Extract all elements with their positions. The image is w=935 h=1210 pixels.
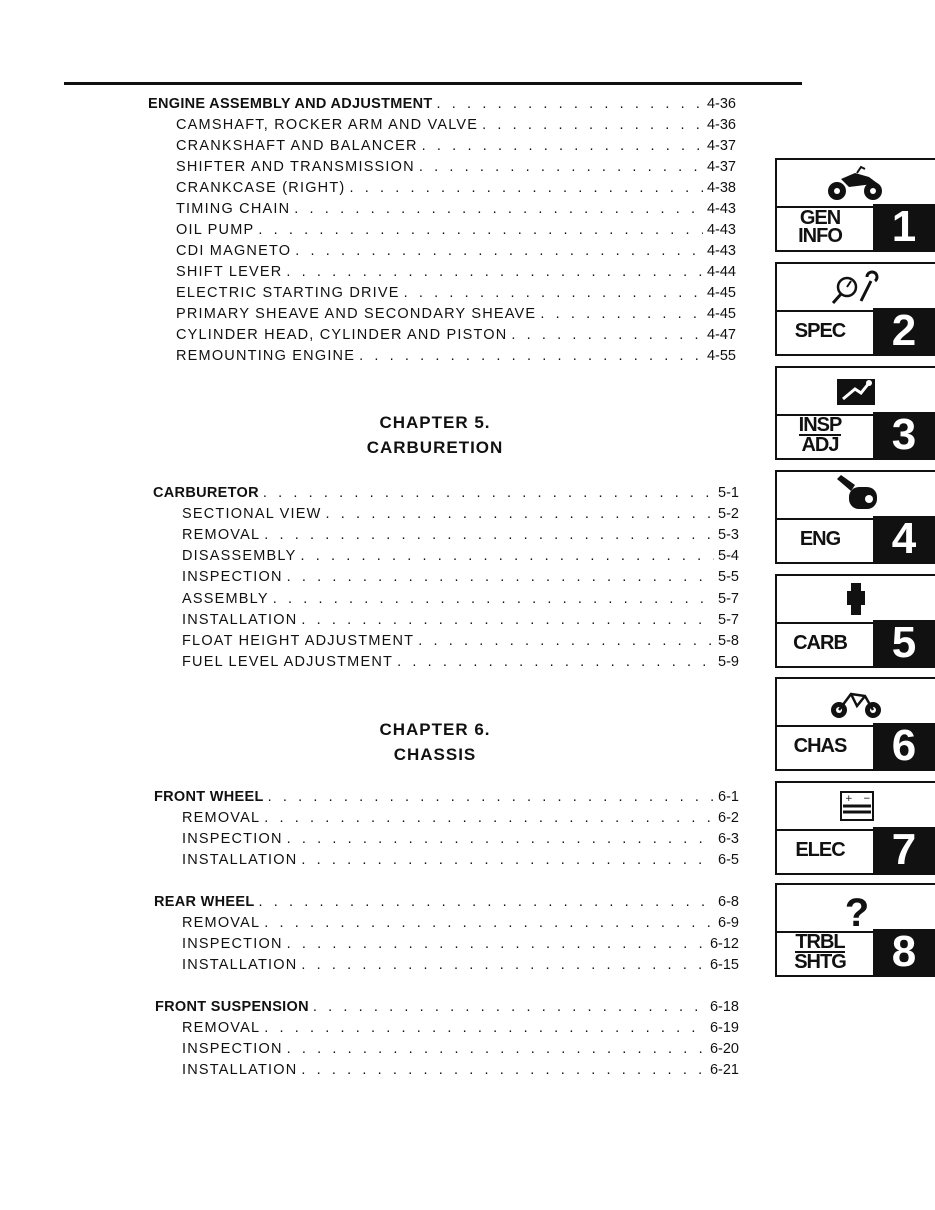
leader-dots <box>418 631 714 651</box>
leader-dots <box>264 1018 706 1038</box>
toc-heading-label: CARBURETOR <box>153 485 259 501</box>
leader-dots <box>294 199 703 219</box>
toc-item-label: SHIFTER AND TRANSMISSION <box>176 159 415 175</box>
toc-page: 5-2 <box>718 506 739 522</box>
engine-icon <box>777 472 935 520</box>
tab-number: 7 <box>873 827 935 873</box>
chapter-tab-chas[interactable] <box>775 677 935 771</box>
leader-dots <box>359 346 703 366</box>
tab-abbr: TRBL SHTG <box>794 931 846 973</box>
toc-page: 5-7 <box>718 591 739 607</box>
tab-label-row <box>777 204 935 250</box>
toc-page: 4-55 <box>706 348 736 364</box>
tab-number: 6 <box>873 723 935 769</box>
toc-heading[interactable] <box>153 483 739 503</box>
toc-item-label: INSPECTION <box>182 569 283 585</box>
toc-item-label: SHIFT LEVER <box>176 264 283 280</box>
tab-number: 4 <box>873 516 935 562</box>
chapter-tab-elec[interactable] <box>775 781 935 875</box>
toc-item[interactable] <box>182 850 739 870</box>
toc-item-label: CRANKCASE (RIGHT) <box>176 180 346 196</box>
toc-item[interactable] <box>176 283 736 303</box>
tab-number: 8 <box>873 929 935 975</box>
leader-dots <box>301 850 714 870</box>
toc-item-label: INSPECTION <box>182 1041 283 1057</box>
toc-item-label: REMOVAL <box>182 810 261 826</box>
toc-item[interactable] <box>182 1039 739 1059</box>
toc-page: 6-8 <box>718 894 739 910</box>
chapter-number: CHAPTER 5. <box>379 413 491 432</box>
leader-dots <box>349 178 703 198</box>
svg-text:?: ? <box>844 891 870 928</box>
toc-page: 6-12 <box>709 936 739 952</box>
leader-dots <box>301 610 714 630</box>
chapter-number: CHAPTER 6. <box>379 720 491 739</box>
toc-page: 4-44 <box>706 264 736 280</box>
toc-item-label: INSTALLATION <box>182 612 298 628</box>
toc-page: 5-8 <box>718 633 739 649</box>
tab-label-row <box>777 929 935 975</box>
toc-item[interactable] <box>176 220 736 240</box>
tab-abbr: GEN INFO <box>798 207 842 247</box>
toc-heading-label: FRONT WHEEL <box>154 789 264 805</box>
tab-abbr: ENG <box>799 528 841 550</box>
toc-heading[interactable] <box>148 94 736 114</box>
toc-page: 6-21 <box>709 1062 739 1078</box>
toc-item-label: CYLINDER HEAD, CYLINDER AND PISTON <box>176 327 508 343</box>
tab-number: 5 <box>873 620 935 666</box>
chassis-icon <box>777 679 935 727</box>
chapter-tab-eng[interactable] <box>775 470 935 564</box>
toc-page: 4-43 <box>706 201 736 217</box>
leader-dots <box>287 1039 706 1059</box>
toc-heading[interactable] <box>154 892 739 912</box>
svg-text:+: + <box>845 794 853 804</box>
leader-dots <box>301 1060 706 1080</box>
tab-label-row <box>777 308 935 354</box>
toc-item-label: FUEL LEVEL ADJUSTMENT <box>182 654 394 670</box>
toc-page: 5-4 <box>718 548 739 564</box>
toc-page: 4-43 <box>706 222 736 238</box>
tab-label-row <box>777 827 935 873</box>
leader-dots <box>263 483 714 503</box>
toc-item-label: REMOUNTING ENGINE <box>176 348 356 364</box>
toc-item-label: REMOVAL <box>182 1020 261 1036</box>
toc-page: 4-38 <box>706 180 736 196</box>
toc-item-label: PRIMARY SHEAVE AND SECONDARY SHEAVE <box>176 306 537 322</box>
chapter-tab-gen-info[interactable] <box>775 158 935 252</box>
toc-page: 6-1 <box>718 789 739 805</box>
toc-item[interactable] <box>182 913 739 933</box>
leader-dots <box>287 829 714 849</box>
svg-text:−: − <box>863 794 871 804</box>
toc-page: 5-5 <box>718 569 739 585</box>
toc-heading-label: ENGINE ASSEMBLY AND ADJUSTMENT <box>148 96 433 112</box>
toc-page: 6-2 <box>718 810 739 826</box>
toc-item-label: CDI MAGNETO <box>176 243 292 259</box>
toc-item-label: INSTALLATION <box>182 852 298 868</box>
leader-dots <box>419 157 703 177</box>
toc-item[interactable] <box>182 934 739 954</box>
toc-item-label: CAMSHAFT, ROCKER ARM AND VALVE <box>176 117 479 133</box>
toc-item[interactable] <box>182 829 739 849</box>
tab-abbr: CHAS <box>793 735 847 757</box>
leader-dots <box>264 913 714 933</box>
tab-label-row <box>777 620 935 666</box>
leader-dots <box>404 283 703 303</box>
toc-item[interactable] <box>182 567 739 587</box>
tab-number: 2 <box>873 308 935 354</box>
toc-heading-label: FRONT SUSPENSION <box>155 999 309 1015</box>
toc-item-label: INSTALLATION <box>182 1062 298 1078</box>
toc-item-label: SECTIONAL VIEW <box>182 506 322 522</box>
toc-item[interactable] <box>182 546 739 566</box>
question-icon <box>777 885 935 933</box>
leader-dots <box>422 136 703 156</box>
toc-item[interactable] <box>176 115 736 135</box>
toc-page: 4-43 <box>706 243 736 259</box>
leader-dots <box>313 997 706 1017</box>
toc-page: 5-1 <box>718 485 739 501</box>
toc-heading-label: REAR WHEEL <box>154 894 255 910</box>
chapter-tab-spec[interactable] <box>775 262 935 356</box>
leader-dots <box>258 892 714 912</box>
toc-item[interactable] <box>182 1060 739 1080</box>
toc-item[interactable] <box>176 262 736 282</box>
tab-abbr: SPEC <box>794 320 846 342</box>
toc-item[interactable] <box>182 589 739 609</box>
toc-item-label: TIMING CHAIN <box>176 201 291 217</box>
hand-wrench-icon <box>777 368 935 416</box>
toc-item[interactable] <box>182 504 739 524</box>
toc-heading[interactable] <box>154 787 739 807</box>
tab-number: 3 <box>873 412 935 458</box>
toc-item-label: INSTALLATION <box>182 957 298 973</box>
toc-page: 6-18 <box>709 999 739 1015</box>
toc-item-label: FLOAT HEIGHT ADJUSTMENT <box>182 633 415 649</box>
toc-page: 4-36 <box>706 96 736 112</box>
toc-item[interactable] <box>176 325 736 345</box>
toc-item[interactable] <box>182 525 739 545</box>
toc-item[interactable] <box>176 304 736 324</box>
header-rule <box>64 82 802 85</box>
toc-item[interactable] <box>182 1018 739 1038</box>
leader-dots <box>301 955 706 975</box>
chapter-tab-trbl-shtg[interactable] <box>775 883 935 977</box>
tab-number: 1 <box>873 204 935 250</box>
battery-icon <box>777 783 935 831</box>
toc-item[interactable] <box>176 157 736 177</box>
leader-dots <box>268 787 714 807</box>
toc-item[interactable] <box>182 631 739 651</box>
leader-dots <box>540 304 703 324</box>
gauge-wrench-icon <box>777 264 935 312</box>
toc-item[interactable] <box>176 178 736 198</box>
tab-label-row <box>777 516 935 562</box>
chapter-title: CHASSIS <box>393 745 477 764</box>
leader-dots <box>437 94 703 114</box>
leader-dots <box>397 652 714 672</box>
toc-page: 6-15 <box>709 957 739 973</box>
leader-dots <box>287 934 706 954</box>
toc-item[interactable] <box>182 652 739 672</box>
toc-page: 4-37 <box>706 159 736 175</box>
leader-dots <box>511 325 703 345</box>
toc-page: 6-19 <box>709 1020 739 1036</box>
chapter-title: CARBURETION <box>366 438 504 457</box>
toc-item[interactable] <box>176 136 736 156</box>
tab-abbr: INSP ADJ <box>798 414 842 456</box>
leader-dots <box>264 525 714 545</box>
leader-dots <box>286 262 703 282</box>
leader-dots <box>295 241 703 261</box>
toc-item-label: DISASSEMBLY <box>182 548 297 564</box>
chapter-tab-carb[interactable] <box>775 574 935 668</box>
tab-abbr: ELEC <box>795 839 845 861</box>
tab-abbr: CARB <box>793 632 847 654</box>
leader-dots <box>273 589 714 609</box>
leader-dots <box>287 567 714 587</box>
toc-page: 4-45 <box>706 285 736 301</box>
leader-dots <box>258 220 703 240</box>
toc-page: 6-20 <box>709 1041 739 1057</box>
toc-page: 4-37 <box>706 138 736 154</box>
carburetor-icon <box>777 576 935 624</box>
toc-page: 4-36 <box>706 117 736 133</box>
toc-item-label: ASSEMBLY <box>182 591 269 607</box>
toc-item-label: INSPECTION <box>182 936 283 952</box>
toc-item[interactable] <box>182 955 739 975</box>
toc-page: 5-9 <box>718 654 739 670</box>
toc-item[interactable] <box>182 610 739 630</box>
toc-page: 4-47 <box>706 327 736 343</box>
toc-item-label: ELECTRIC STARTING DRIVE <box>176 285 400 301</box>
leader-dots <box>482 115 703 135</box>
toc-item-label: OIL PUMP <box>176 222 255 238</box>
leader-dots <box>300 546 714 566</box>
toc-item[interactable] <box>176 346 736 366</box>
leader-dots <box>326 504 714 524</box>
toc-page: 4-45 <box>706 306 736 322</box>
chapter-heading <box>300 717 570 767</box>
toc-item-label: REMOVAL <box>182 527 261 543</box>
toc-item-label: REMOVAL <box>182 915 261 931</box>
toc-page: 6-9 <box>718 915 739 931</box>
toc-page: 5-7 <box>718 612 739 628</box>
toc-heading[interactable] <box>155 997 739 1017</box>
chapter-tab-insp-adj[interactable] <box>775 366 935 460</box>
leader-dots <box>264 808 714 828</box>
toc-item-label: CRANKSHAFT AND BALANCER <box>176 138 418 154</box>
toc-page: 6-5 <box>718 852 739 868</box>
atv-icon <box>777 160 935 208</box>
chapter-heading <box>300 410 570 460</box>
toc-item[interactable] <box>176 241 736 261</box>
tab-label-row <box>777 723 935 769</box>
toc-page: 6-3 <box>718 831 739 847</box>
tab-label-row <box>777 412 935 458</box>
toc-item[interactable] <box>176 199 736 219</box>
toc-item-label: INSPECTION <box>182 831 283 847</box>
toc-page: 5-3 <box>718 527 739 543</box>
toc-item[interactable] <box>182 808 739 828</box>
